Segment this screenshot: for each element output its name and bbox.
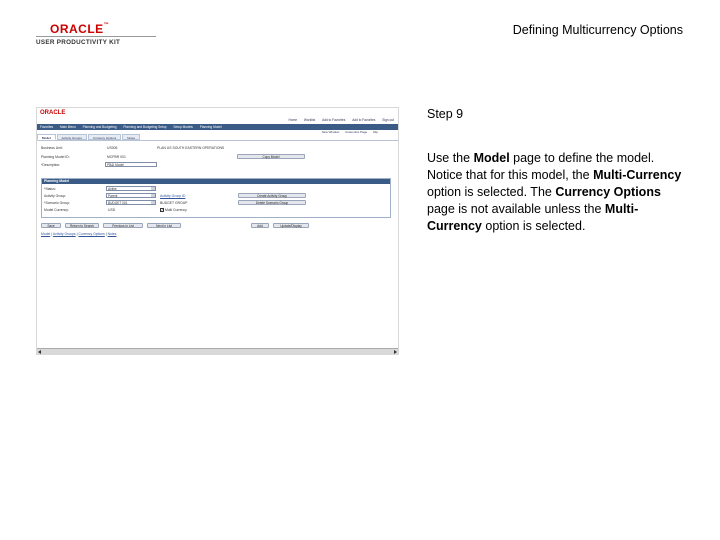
header-link-signout[interactable]: Sign out [382, 118, 394, 122]
menu-planning-setup[interactable]: Planning and Budgeting Setup [123, 125, 167, 129]
status-label: *Status: [44, 187, 56, 191]
new-window-link[interactable]: New Window [321, 130, 340, 134]
horizontal-scrollbar[interactable] [37, 348, 398, 354]
model-currency-label: Model Currency: [44, 208, 69, 212]
multi-currency-checkbox-group[interactable] [160, 208, 187, 212]
tab-divider [37, 140, 398, 141]
header-link-worklist[interactable]: Worklist [303, 118, 316, 122]
menu-setup-models[interactable]: Setup Models [173, 125, 193, 129]
bottom-link-currency-options[interactable]: Currency Options [78, 232, 105, 236]
application-screenshot [36, 107, 399, 355]
header-link-home[interactable]: Home [288, 118, 298, 122]
status-dropdown[interactable]: Active [106, 186, 156, 191]
planning-model-value: MCPBR 001 [107, 155, 126, 159]
model-currency-value: USD [108, 208, 116, 212]
step-label: Step 9 [427, 107, 464, 121]
delete-scenario-group-button[interactable]: Delete Scenario Group [238, 200, 306, 205]
header-link-favorites-2[interactable]: Add to Favorites [352, 118, 376, 122]
copy-model-button[interactable]: Copy Model [237, 154, 305, 159]
step-text-bold: Currency Options [555, 185, 661, 199]
save-button[interactable]: Save [41, 223, 61, 228]
business-unit-label: Business Unit: [41, 146, 63, 150]
multi-currency-checkbox[interactable]: ✓ [161, 208, 164, 213]
add-button[interactable]: Add [251, 223, 269, 228]
step-text-bold: Model [473, 151, 510, 165]
header-link-favorites[interactable]: Add to Favorites [322, 118, 346, 122]
activity-group-label: Activity Group: [44, 194, 67, 198]
activity-group-link[interactable]: Activity Group ID [160, 194, 186, 198]
logo-product: USER PRODUCTIVITY KIT [36, 39, 121, 46]
bottom-page-links: Model | Activity Groups | Currency Options | Notes [41, 232, 117, 236]
menu-favorites[interactable]: Favorites [40, 125, 54, 129]
business-unit-desc: PLAN US SOUTH EASTERN OPERATIONS [157, 146, 225, 150]
step-text-bold: Multi-Currency [427, 202, 639, 233]
customize-page-link[interactable]: Customize Page [345, 130, 368, 134]
step-instructions [427, 150, 689, 235]
section-title: Planning Model [42, 179, 390, 184]
step-text-part: option is selected. The [427, 185, 556, 199]
document-title: Defining Multicurrency Options [512, 23, 683, 37]
previous-in-list-button[interactable]: Previous in List [103, 223, 143, 228]
update-display-button[interactable]: Update/Display [273, 223, 309, 228]
menu-main[interactable]: Main Menu [60, 125, 76, 129]
app-header [37, 108, 398, 124]
step-text-bold: Multi-Currency [593, 168, 682, 182]
description-label: *Description: [41, 163, 61, 167]
activity-group-dropdown[interactable]: Parent [106, 193, 156, 198]
tab-activity-groups[interactable]: Activity Groups [57, 134, 87, 140]
step-text-part: option is selected. [481, 219, 586, 233]
tab-currency-options[interactable]: Currency Options [88, 134, 121, 140]
create-activity-group-button[interactable]: Create Activity Group [238, 193, 306, 198]
http-link[interactable]: http [372, 130, 378, 134]
planning-model-section [41, 178, 391, 218]
business-unit-value: US005 [107, 146, 118, 150]
app-logo: ORACLE [40, 110, 66, 116]
bottom-link-model[interactable]: Model [41, 232, 51, 236]
tab-notes[interactable]: Notes [122, 134, 140, 140]
header-links [283, 118, 395, 122]
bottom-link-activity-groups[interactable]: Activity Groups [52, 232, 76, 236]
scenario-group-desc: BUDGET GROUP [160, 201, 188, 205]
menu-planning-model[interactable]: Planning Model [199, 125, 222, 129]
tab-model[interactable]: Model [37, 134, 56, 140]
bottom-link-notes[interactable]: Notes [107, 232, 117, 236]
page-tools [317, 130, 378, 134]
logo-divider [36, 36, 156, 37]
step-text-part: page to define the model. Notice that for this model, the [427, 151, 655, 182]
scenario-group-dropdown[interactable]: BUDGET 001 [106, 200, 156, 205]
step-text-part: Use the [427, 151, 474, 165]
oracle-upk-logo [36, 22, 156, 48]
description-input[interactable]: PB&I Model [105, 162, 157, 167]
scenario-group-label: *Scenario Group: [44, 201, 71, 205]
multi-currency-label: Multi Currency [164, 208, 187, 212]
return-to-search-button[interactable]: Return to Search [65, 223, 99, 228]
next-in-list-button[interactable]: Next in List [147, 223, 181, 228]
step-text-part: page is not available unless the [427, 202, 605, 216]
menu-planning-budgeting[interactable]: Planning and Budgeting [82, 125, 117, 129]
planning-model-label: Planning Model ID: [41, 155, 70, 159]
logo-brand: ORACLE ™ [50, 22, 109, 36]
